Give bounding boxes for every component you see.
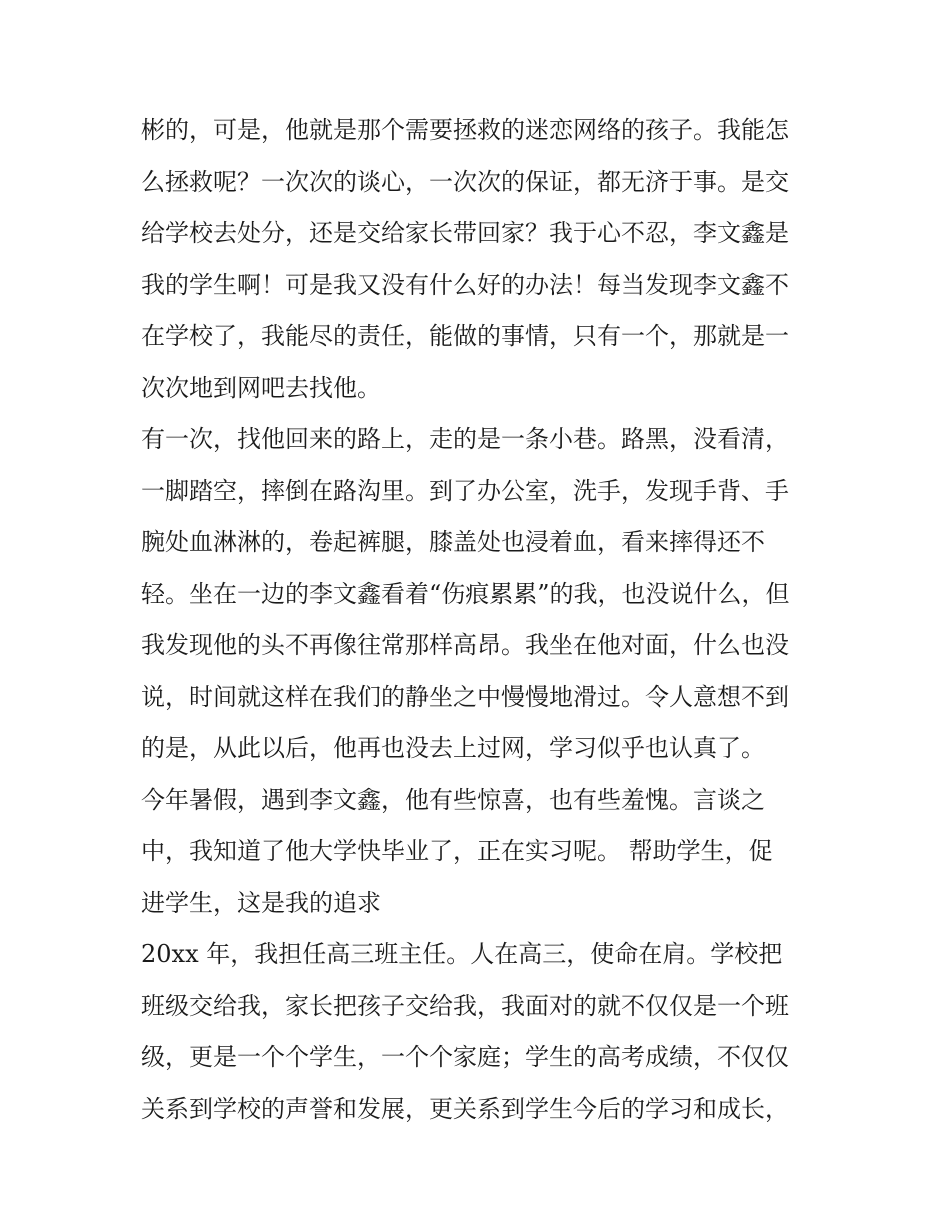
text-line: 中，我知道了他大学快毕业了，正在实习呢。 帮助学生，促	[141, 837, 773, 865]
body-text	[141, 105, 821, 1135]
text-line: 腕处血淋淋的，卷起裤腿，膝盖处也浸着血，看来摔得还不	[141, 528, 765, 556]
text-line: 轻。坐在一边的李文鑫看着“伤痕累累”的我，也没说什么，但	[141, 579, 790, 608]
text-line: 一脚踏空，摔倒在路沟里。到了办公室，洗手，发现手背、手	[141, 476, 789, 505]
text-line: 班级交给我，家长把孩子交给我，我面对的就不仅仅是一个班	[141, 991, 789, 1020]
text-line: 彬的，可是，他就是那个需要拯救的迷恋网络的孩子。我能怎	[141, 116, 789, 144]
text-line: 给学校去处分，还是交给家长带回家？我于心不忍，李文鑫是	[141, 219, 789, 247]
text-line: 么拯救呢？一次次的谈心，一次次的保证，都无济于事。是交	[141, 167, 789, 196]
text-line: 说，时间就这样在我们的静坐之中慢慢地滑过。令人意想不到	[141, 682, 789, 711]
text-line: 20xx 年，我担任高三班主任。人在高三，使命在肩。学校把	[141, 940, 783, 968]
text-line: 进学生，这是我的追求	[141, 888, 381, 917]
text-line: 在学校了，我能尽的责任，能做的事情，只有一个，那就是一	[141, 322, 789, 350]
text-line: 今年暑假，遇到李文鑫，他有些惊喜，也有些羞愧。言谈之	[141, 785, 765, 814]
text-line: 有一次，找他回来的路上，走的是一条小巷。路黑，没看清，	[141, 425, 789, 453]
text-line: 的是，从此以后，他再也没去上过网，学习似乎也认真了。	[141, 734, 765, 762]
text-line: 级，更是一个个学生，一个个家庭；学生的高考成绩，不仅仅	[141, 1043, 789, 1071]
text-line: 我发现他的头不再像往常那样高昂。我坐在他对面，什么也没	[141, 631, 789, 659]
text-line: 我的学生啊！可是我又没有什么好的办法！每当发现李文鑫不	[141, 270, 789, 299]
text-line: 关系到学校的声誉和发展，更关系到学生今后的学习和成长，	[141, 1094, 789, 1123]
text-line: 次次地到网吧去找他。	[141, 373, 381, 402]
